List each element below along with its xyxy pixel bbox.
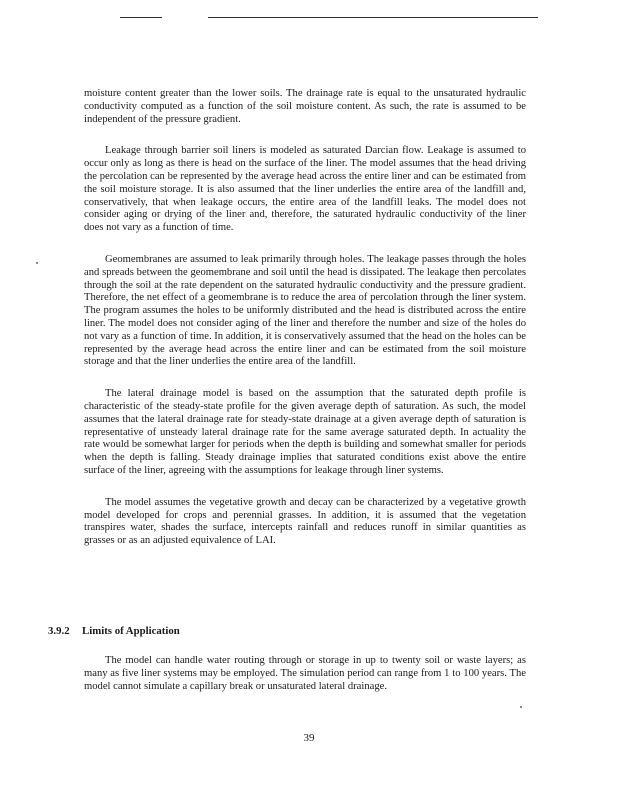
paragraph-lateral-drainage: The lateral drainage model is based on the assumption that the saturated depth profile is characteristic of the steady-state profile for the given average depth of saturation. As such, the model assumes that the lateral drainage rate for steady-state drainage at a given average depth of saturation is representative of unsteady lateral drainage rate for the same average saturated depth. In actuality the rate would be somewhat larger for periods when the depth is building and somewhat smaller for periods when the depth is falling. Steady drainage implies that saturated conditions exist above the entire surface of the liner, agreeing with the assumptions for leakage through liner systems. xyxy=(84,388,526,476)
paragraph-drainage-rate: moisture content greater than the lower soils. The drainage rate is equal to the unsaturated hydraulic conductivity computed as a function of the soil moisture content. As such, the rate is assumed to be independent of the pressure gradient. xyxy=(84,88,526,125)
paragraph-geomembranes: Geomembranes are assumed to leak primarily through holes. The leakage passes through the holes and spreads between the geomembrane and soil until the head is dissipated. The leakage then percolates through the soil at the rate dependent on the saturated hydraulic conductivity and the pressure gradient. Therefore, the net effect of a geomembrane is to reduce the area of percolation through the liner system. The program assumes the holes to be uniformly distributed and the head is distributed across the entire liner. The model does not consider aging of the liner and therefore the number and size of the holes do not vary as a function of time. In addition, it is conservatively assumed that the head on the holes can be represented by the average head across the entire liner and can be estimated from the soil moisture storage and that the liner underlies the entire area of the landfill. xyxy=(84,253,526,368)
scan-speck xyxy=(36,262,38,264)
header-rule-right xyxy=(208,17,538,18)
section-title: Limits of Application xyxy=(82,625,180,637)
section-body xyxy=(84,655,526,693)
scan-speck xyxy=(520,706,522,708)
paragraph-limits-of-application: The model can handle water routing through or storage in up to twenty soil or waste layers; as many as five liner systems may be employed. The simulation period can range from 1 to 100 years. The model cannot simulate a capillary break or unsaturated lateral drainage. xyxy=(84,655,526,692)
paragraph-vegetative-growth: The model assumes the vegetative growth and decay can be characterized by a vegetative growth model developed for crops and perennial grasses. In addition, it is assumed that the vegetation transpires water, shades the surface, intercepts rainfall and reduces runoff in similar quantities as grasses or as an adjusted equivalence of LAI. xyxy=(84,496,526,547)
section-number: 3.9.2 xyxy=(48,625,70,637)
body-text xyxy=(84,88,526,567)
page-number: 39 xyxy=(303,732,315,744)
paragraph-soil-liner-leakage: Leakage through barrier soil liners is modeled as saturated Darcian flow. Leakage is assumed to occur only as long as there is head on the surface of the liner. The model assumes that the head driving the percolation can be represented by the average head across the entire liner and can be estimated from the soil moisture storage. It is also assumed that the liner underlies the entire area of the landfill and, conservatively, that when leakage occurs, the entire area of the landfill leaks. The model does not consider aging or drying of the liner and, therefore, the saturated hydraulic conductivity of the liner does not vary as a function of time. xyxy=(84,145,526,234)
section-heading xyxy=(48,625,528,637)
header-rule-left xyxy=(120,17,162,18)
